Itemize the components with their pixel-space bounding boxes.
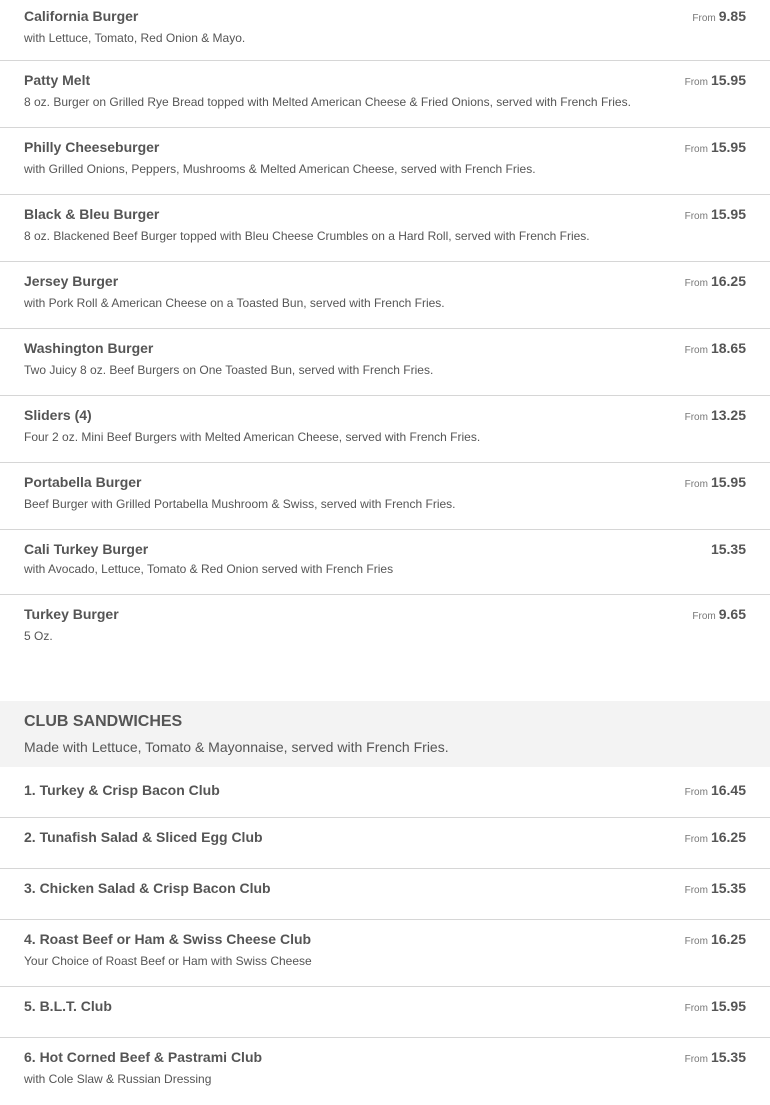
menu-item-washington-burger[interactable] xyxy=(0,329,770,396)
price-from-label: From xyxy=(684,936,708,947)
price-amount: 15.95 xyxy=(710,72,746,88)
item-name: Sliders (4) xyxy=(24,407,92,423)
price-amount: 18.65 xyxy=(710,340,746,356)
price-from-label: From xyxy=(684,345,708,356)
section-header-club-sandwiches xyxy=(0,701,770,767)
item-description: Two Juicy 8 oz. Beef Burgers on One Toasted Bun, served with French Fries. xyxy=(24,363,434,377)
price-amount: 16.45 xyxy=(710,782,746,798)
menu-item-corned-beef-pastrami-club[interactable] xyxy=(0,1038,770,1105)
price-amount: 15.35 xyxy=(710,1049,746,1065)
price-amount: 13.25 xyxy=(710,407,746,423)
price-from-label: From xyxy=(684,1003,708,1014)
item-name: 4. Roast Beef or Ham & Swiss Cheese Club xyxy=(24,931,312,947)
menu-item-california-burger[interactable] xyxy=(0,0,770,61)
item-description: 8 oz. Burger on Grilled Rye Bread topped with Melted American Cheese & Fried Onions, served with French Fries. xyxy=(24,95,631,109)
item-price xyxy=(685,1048,746,1069)
price-amount: 15.35 xyxy=(710,880,746,896)
price-amount: 15.35 xyxy=(710,541,746,557)
item-price xyxy=(685,997,746,1018)
item-price xyxy=(685,828,746,849)
item-name: 5. B.L.T. Club xyxy=(24,998,112,1014)
item-price xyxy=(685,272,746,293)
item-price xyxy=(685,138,746,159)
item-name: 3. Chicken Salad & Crisp Bacon Club xyxy=(24,880,271,896)
price-amount: 9.65 xyxy=(718,606,746,622)
item-description: 5 Oz. xyxy=(24,629,53,643)
menu-item-tunafish-egg-club[interactable] xyxy=(0,818,770,869)
price-from-label: From xyxy=(692,13,716,24)
item-price xyxy=(692,605,746,626)
price-amount: 16.25 xyxy=(710,829,746,845)
item-name: Cali Turkey Burger xyxy=(24,541,149,557)
price-from-label: From xyxy=(684,885,708,896)
item-price xyxy=(685,473,746,494)
price-from-label: From xyxy=(684,1054,708,1065)
item-name: Jersey Burger xyxy=(24,273,119,289)
price-from-label: From xyxy=(684,211,708,222)
menu-item-jersey-burger[interactable] xyxy=(0,262,770,329)
price-from-label: From xyxy=(684,479,708,490)
item-description: 8 oz. Blackened Beef Burger topped with Bleu Cheese Crumbles on a Hard Roll, served with French Fries. xyxy=(24,229,590,243)
menu-item-roast-beef-ham-club[interactable] xyxy=(0,920,770,987)
item-price xyxy=(692,7,746,28)
item-name: California Burger xyxy=(24,8,139,24)
item-price xyxy=(685,930,746,951)
item-description: Beef Burger with Grilled Portabella Mushroom & Swiss, served with French Fries. xyxy=(24,497,456,511)
item-price xyxy=(685,406,746,427)
menu-item-blt-club[interactable] xyxy=(0,987,770,1038)
price-from-label: From xyxy=(684,834,708,845)
menu-item-chicken-salad-club[interactable] xyxy=(0,869,770,920)
item-description: Your Choice of Roast Beef or Ham with Swiss Cheese xyxy=(24,954,312,968)
price-amount: 15.95 xyxy=(710,474,746,490)
item-name: Black & Bleu Burger xyxy=(24,206,160,222)
menu-item-patty-melt[interactable] xyxy=(0,61,770,128)
item-description: with Lettuce, Tomato, Red Onion & Mayo. xyxy=(24,31,246,45)
price-from-label: From xyxy=(684,278,708,289)
item-price xyxy=(685,339,746,360)
item-name: Turkey Burger xyxy=(24,606,119,622)
section-title: CLUB SANDWICHES xyxy=(24,713,183,730)
price-amount: 15.95 xyxy=(710,139,746,155)
item-name: 6. Hot Corned Beef & Pastrami Club xyxy=(24,1049,263,1065)
item-description: with Pork Roll & American Cheese on a Toasted Bun, served with French Fries. xyxy=(24,296,445,310)
menu-item-portabella-burger[interactable] xyxy=(0,463,770,530)
menu-item-black-bleu-burger[interactable] xyxy=(0,195,770,262)
menu-item-sliders[interactable] xyxy=(0,396,770,463)
item-price xyxy=(708,540,746,561)
price-amount: 15.95 xyxy=(710,206,746,222)
price-amount: 16.25 xyxy=(710,273,746,289)
item-name: Portabella Burger xyxy=(24,474,142,490)
price-amount: 16.25 xyxy=(710,931,746,947)
item-description: with Grilled Onions, Peppers, Mushrooms & Melted American Cheese, served with French Fries. xyxy=(24,162,536,176)
item-price xyxy=(685,781,746,802)
item-name: 2. Tunafish Salad & Sliced Egg Club xyxy=(24,829,263,845)
item-name: Patty Melt xyxy=(24,72,91,88)
price-from-label: From xyxy=(684,412,708,423)
menu-item-cali-turkey-burger[interactable] xyxy=(0,530,770,595)
menu-item-turkey-burger[interactable] xyxy=(0,595,770,701)
section-subtitle: Made with Lettuce, Tomato & Mayonnaise, served with French Fries. xyxy=(24,739,449,755)
price-from-label: From xyxy=(684,77,708,88)
item-name: Washington Burger xyxy=(24,340,154,356)
price-from-label: From xyxy=(684,144,708,155)
price-amount: 15.95 xyxy=(710,998,746,1014)
item-description: with Avocado, Lettuce, Tomato & Red Onion served with French Fries xyxy=(24,562,394,576)
menu-item-philly-cheeseburger[interactable] xyxy=(0,128,770,195)
item-name: 1. Turkey & Crisp Bacon Club xyxy=(24,782,220,798)
item-price xyxy=(685,205,746,226)
item-description: Four 2 oz. Mini Beef Burgers with Melted American Cheese, served with French Fries. xyxy=(24,430,481,444)
price-from-label: From xyxy=(692,611,716,622)
item-price xyxy=(685,71,746,92)
item-price xyxy=(685,879,746,900)
price-amount: 9.85 xyxy=(718,8,746,24)
menu-item-turkey-bacon-club[interactable] xyxy=(0,767,770,818)
item-name: Philly Cheeseburger xyxy=(24,139,160,155)
price-from-label: From xyxy=(684,787,708,798)
item-description: with Cole Slaw & Russian Dressing xyxy=(24,1072,212,1086)
